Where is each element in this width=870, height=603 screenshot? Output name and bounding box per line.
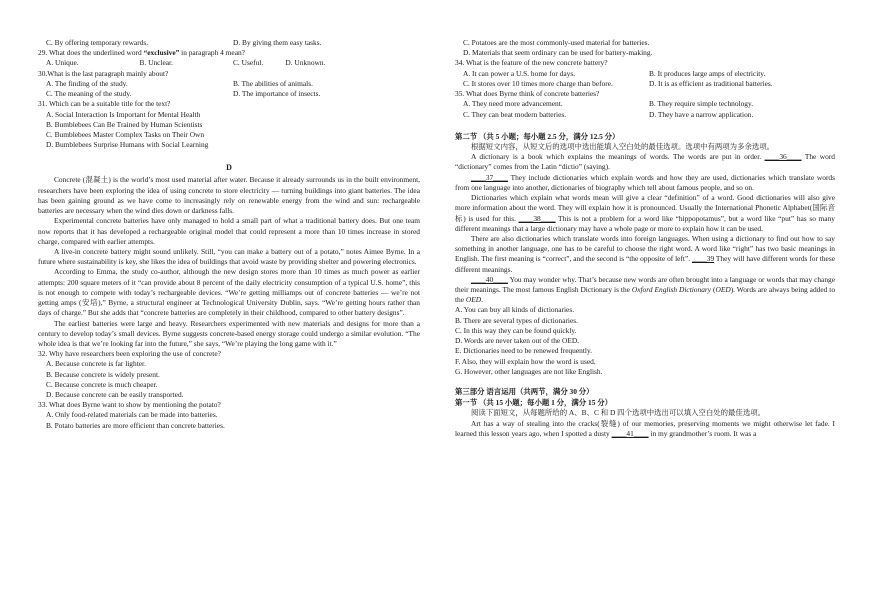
q29-option-c: C. Useful. <box>233 58 264 68</box>
q30-option-d: D. The importance of insects. <box>233 89 321 99</box>
q33-stem: 33. What does Byrne want to show by mentioning the potato? <box>38 400 221 410</box>
q31-option-d: D. Bumblebees Surprise Humans with Social Learning <box>46 140 209 150</box>
q29-stem: 29. What does the underlined word “exclusive” in paragraph 4 mean? <box>38 48 245 58</box>
blank-40: ____40____ <box>471 274 508 284</box>
q30-option-a: A. The finding of the study. <box>46 78 128 88</box>
choice-a: A. You can buy all kinds of dictionaries. <box>455 305 575 315</box>
passage-paragraph: Concrete (混凝土) is the world’s most used material after water. Because it already surrounds us in the built environment, researchers have been exploring the idea of using concrete to store electricity — turning buildings into giant batteries. The idea has been gaining ground as we have come to increasingly rely on renewable energy from the wind and sun: rechargeable batteries are necessary when the wind dies down or darkness falls. <box>38 175 420 216</box>
q35-options-ab <box>455 99 835 109</box>
q32-option-c: C. Because concrete is much cheaper. <box>46 379 158 389</box>
q32-option-a: A. Because concrete is far lighter. <box>46 359 146 369</box>
choice-b: B. There are several types of dictionaries. <box>455 315 578 325</box>
q35-option-d: D. They have a narrow application. <box>649 109 754 119</box>
passage-d-title: D <box>226 163 232 173</box>
dictionary-paragraph-5: ____40____ You may wonder why. That’s because new words are often brought into a language or words that may change their meanings. The most famous English Dictionary is the Oxford English Dictionary (OED). Words are always being added to the OED. <box>455 274 836 305</box>
section2-instructions: 根据短文内容，从短文后的选项中选出能填入空白处的最佳选项。选项中有两项为多余选项。 <box>471 141 775 151</box>
q34-option-b: B. It produces large amps of electricity. <box>649 68 766 78</box>
q32-option-d: D. Because concrete can be easily transported. <box>46 390 184 400</box>
q33-option-d: D. Materials that seem ordinary can be used for battery-making. <box>463 48 653 58</box>
dictionary-paragraph-4: There are also dictionaries which translate words into foreign languages. When using a dictionary to find out how to say something in another language, one has to be careful to choose the right word. A word like “right” has two basic meanings in English. The first meaning is “correct”, and the second is “the opposite of left”. ____39 They will have different words for these different meanings. <box>455 233 835 274</box>
underlined-word: “exclusive” <box>143 48 180 58</box>
passage-paragraph: A live-in concrete battery might sound unlikely. Still, “you can make a battery out of a potato,” notes Aimee Byrne. In a future where sustainability is key, she likes the idea of buildings that avoid waste by providing shelter and powering electronics. <box>38 246 420 267</box>
q35-options-cd <box>455 110 835 120</box>
right-column <box>455 38 835 439</box>
q32-option-b: B. Because concrete is widely present. <box>46 369 160 379</box>
left-column <box>38 38 420 431</box>
blank-39: ____39 <box>691 254 715 264</box>
passage-paragraph: Experimental concrete batteries have only managed to hold a small part of what a traditional battery does. But one team now reports that it has developed a rechargeable original model that could represent a more than 10 times increase in stored charge, compared with earlier attempts. <box>38 216 420 246</box>
choice-c: C. In this way they can be found quickly. <box>455 325 577 335</box>
q30-stem: 30.What is the last paragraph mainly about? <box>38 68 169 78</box>
passage-paragraph: The earliest batteries were large and heavy. Researchers experimented with new materials and designs for more than a century to develop today’s small devices. Byrne suggests concrete-based energy storage could undergo a similar evolution. “The whole idea is that we’re looking far into the future,” she says, “We’re playing the long game with it.” <box>38 318 420 348</box>
dictionary-paragraph-1: A dictionary is a book which explains the meanings of words. The words are put in order. ____36____ The word “dictionary” comes from the Latin “dictio” (saying). <box>455 152 835 172</box>
q33-option-c: C. Potatoes are the most commonly-used material for batteries. <box>463 38 650 47</box>
choice-f: F. Also, they will explain how the word is used. <box>455 356 596 366</box>
q30-options-cd <box>38 89 420 99</box>
q29-options <box>38 58 420 68</box>
q34-option-d: D. It is as efficient as traditional batteries. <box>649 78 773 88</box>
q35-option-c: C. They can beat modern batteries. <box>463 109 567 119</box>
part3-heading: 第三部分 语言运用（共两节，满分 30 分） <box>455 387 594 396</box>
part3-instructions: 阅读下面短文，从每题所给的 A、B、C 和 D 四个选项中选出可以填入空白处的最佳选项。 <box>471 408 765 418</box>
choice-d: D. Words are never taken out of the OED. <box>455 336 580 346</box>
q28-options <box>38 38 420 48</box>
q35-option-a: A. They need more advancement. <box>463 99 563 109</box>
blank-36: ____36____ <box>764 152 802 162</box>
q30-option-c: C. The meaning of the study. <box>46 89 132 99</box>
q34-option-a: A. It can power a U.S. home for days. <box>463 68 576 78</box>
q33-option-b: B. Potato batteries are more efficient than concrete batteries. <box>46 420 225 430</box>
blank-37: ____37____ <box>471 172 508 182</box>
q29-option-a: A. Unique. <box>46 58 79 68</box>
blank-38: ____38____ <box>518 213 556 223</box>
dictionary-paragraph-2: ____37____ They include dictionaries which explain words and how they are used, dictionaries which translate words from one language into another, dictionaries of biography which tell about famous people, and so on. <box>455 172 835 192</box>
q30-options-ab <box>38 79 420 89</box>
q31-option-a: A. Social Interaction Is Important for Mental Health <box>46 109 201 119</box>
q28-option-c: C. By offering temporary rewards. <box>46 38 149 47</box>
q29-option-b: B. Unclear. <box>139 58 173 68</box>
q35-stem: 35. What does Byrne think of concrete batteries? <box>455 89 600 99</box>
passage-paragraph: According to Emma, the study co-author, although the new design stores more than 10 times as much power as earlier attempts: 200 square meters of it “can provide about 8 percent of the daily electricity consumption of a typical U.S. home”, this is not enough to compete with today’s rechargeable devices. “We’re getting milliamps out of concrete batteries — we’re not getting amps (安培),” Byrne, a structural engineer at Technological University Dublin, says. “We’re getting hours rather than days of charge.” But she adds that “concrete batteries are completely in their childhood, compared to other battery designs”. <box>38 267 420 318</box>
q33-option-a: A. Only food-related materials can be made into batteries. <box>46 410 218 420</box>
choice-g: G. However, other languages are not like English. <box>455 366 603 376</box>
q30-option-b: B. The abilities of animals. <box>233 78 313 88</box>
q31-option-b: B. Bumblebees Can Be Trained by Human Scientists <box>46 119 203 129</box>
q34-options-cd <box>455 79 835 89</box>
q34-option-c: C. It stores over 10 times more charge than before. <box>463 78 613 88</box>
q28-option-d: D. By giving them easy tasks. <box>233 38 322 47</box>
q35-option-b: B. They require simple technology. <box>649 99 754 109</box>
q31-stem: 31. Which can be a suitable title for the text? <box>38 99 171 109</box>
q34-stem: 34. What is the feature of the new concrete battery? <box>455 58 608 68</box>
blank-41: ____41____ <box>611 428 649 438</box>
dictionary-paragraph-3: Dictionaries which explain what words mean will give a clear “definition” of a word. Good dictionaries will also give more information about the word. They will explain how it is pronounced. Usually the International Phonetic Alphabet(国际音标) is used for this. ____38____ This is not a problem for a word like “hippopotamus”, but a word like “put” has so many different meanings that a large dictionary may have a whole page or more to explain how it can be used. <box>455 193 835 233</box>
q31-option-c: C. Bumblebees Master Complex Tasks on Their Own <box>46 129 205 139</box>
choice-e: E. Dictionaries need to be renewed frequently. <box>455 346 593 356</box>
q29-option-d: D. Unknown. <box>285 58 326 68</box>
part3-section1-heading: 第一节 （共 15 小题；每小题 1 分，满分 15 分） <box>455 398 613 408</box>
q32-stem: 32. Why have researchers been exploring the use of concrete? <box>38 349 221 359</box>
section2-heading: 第二节 （共 5 小题；每小题 2.5 分，满分 12.5 分） <box>455 131 620 141</box>
q34-options-ab <box>455 69 835 79</box>
cloze-paragraph: Art has a way of stealing into the cracks(裂缝) of our memories, preserving moments we might otherwise let fade. I learned this lesson years ago, when I spotted a dusty ____41____ in my grandmother’s room. It was a <box>455 418 835 438</box>
